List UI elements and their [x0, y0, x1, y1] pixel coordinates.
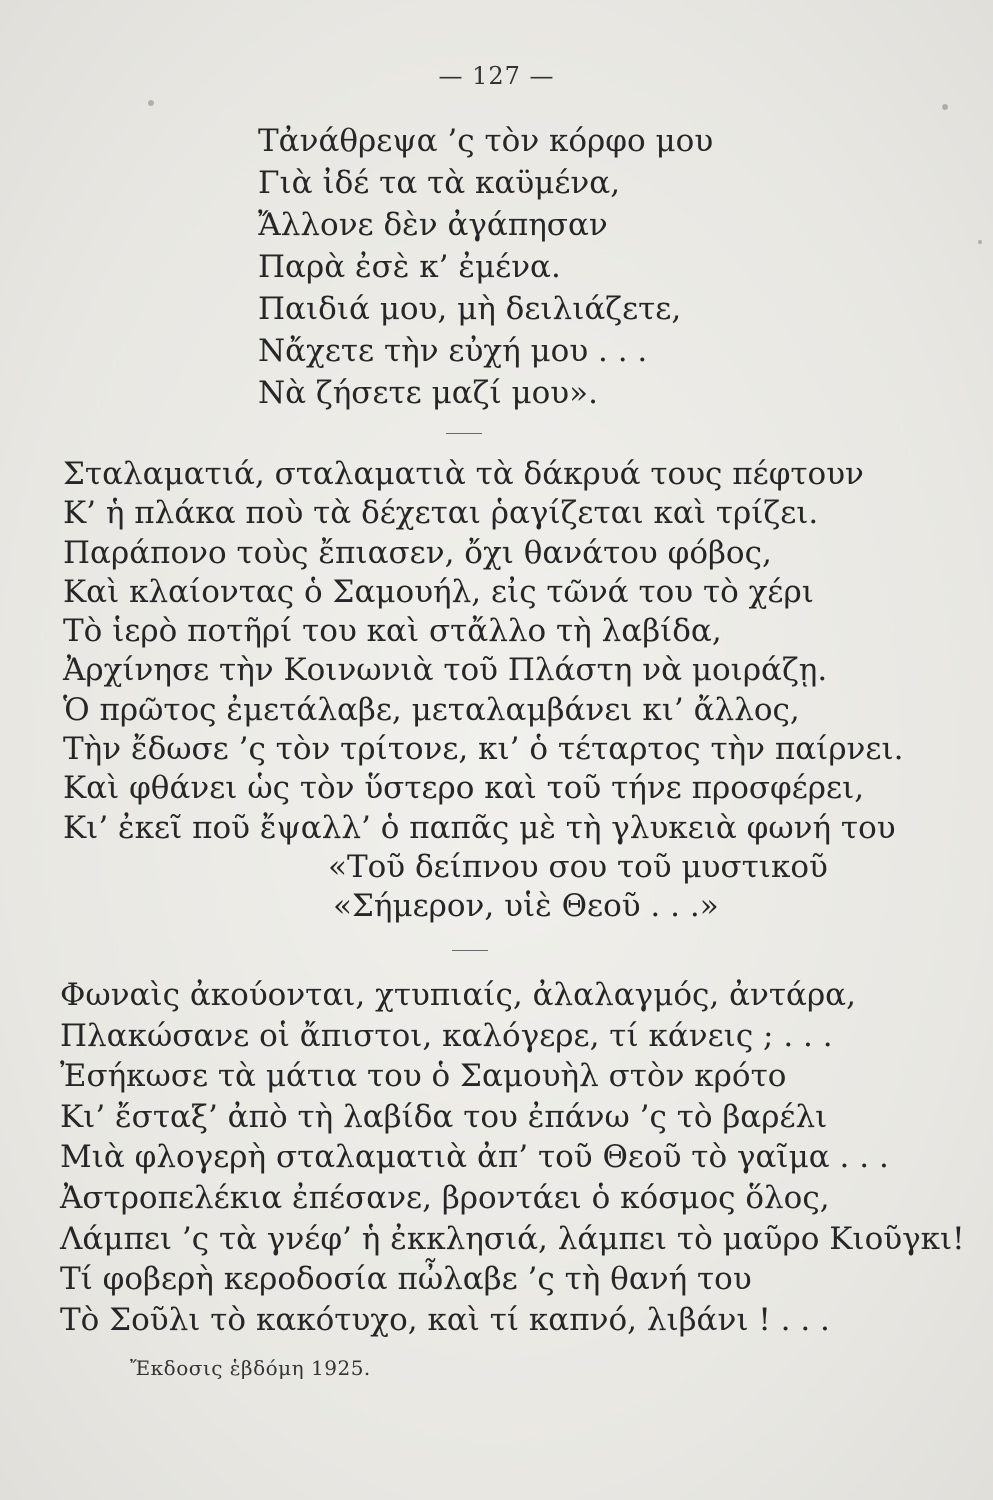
verse-line: Κι’ ἔσταξ’ ἀπὸ τὴ λαβίδα του ἐπάνω ’ς τὸ βαρέλι [60, 1098, 828, 1135]
verse-line: Νὰ ζήσετε μαζί μου». [258, 375, 598, 411]
ink-speck [978, 240, 982, 244]
verse-line: Τὸ Σοῦλι τὸ κακότυχο, καὶ τί καπνό, λιβάνι ! . . . [60, 1301, 830, 1338]
verse-line: Λάμπει ’ς τὰ γνέφ’ ἡ ἐκκλησιά, λάμπει τὸ μαῦρο Κιοῦγκι! [60, 1220, 965, 1257]
verse-line: Ἐσήκωσε τὰ μάτια του ὁ Σαμουὴλ στὸν κρότο [60, 1058, 787, 1095]
verse-line: Κι’ ἐκεῖ ποῦ ἔψαλλ’ ὁ παπᾶς μὲ τὴ γλυκειὰ φωνή του [63, 809, 896, 846]
verse-line-refrain: «Τοῦ δείπνου σου τοῦ μυστικοῦ [328, 848, 828, 885]
page-number: — 127 — [438, 62, 555, 90]
verse-line: Κ’ ἡ πλάκα ποὺ τὰ δέχεται ῥαγίζεται καὶ τρίζει. [63, 495, 819, 532]
verse-line: Ἀστροπελέκια ἐπέσανε, βροντάει ὁ κόσμος ὅλος, [60, 1179, 830, 1216]
verse-line: Ἄλλονε δὲν ἀγάπησαν [258, 207, 608, 243]
stanza-divider [446, 433, 482, 434]
verse-line: Τὴν ἔδωσε ’ς τὸν τρίτονε, κι’ ὁ τέταρτος τὴν παίρνει. [63, 731, 904, 768]
stanza-1 [258, 120, 713, 414]
verse-line: Παιδιά μου, μὴ δειλιάζετε, [258, 291, 682, 327]
verse-line: Γιὰ ἰδέ τα τὰ καϋμένα, [258, 165, 621, 201]
stanza-3 [60, 975, 965, 1340]
ink-speck [942, 104, 948, 110]
verse-line: Τἀνάθρεψα ’ς τὸν κόρφο μου [258, 123, 714, 159]
verse-line-refrain: «Σήμερον, υἱὲ Θεοῦ . . .» [333, 888, 719, 925]
verse-line: Παράπονο τοὺς ἔπιασεν, ὄχι θανάτου φόβος, [63, 534, 772, 571]
verse-line: Ὁ πρῶτος ἐμετάλαβε, μεταλαμβάνει κι’ ἄλλος, [63, 691, 800, 728]
verse-line: Μιὰ φλογερὴ σταλαματιὰ ἀπ’ τοῦ Θεοῦ τὸ γαῖμα . . . [60, 1139, 889, 1176]
verse-line: Καὶ φθάνει ὡς τὸν ὕστερο καὶ τοῦ τήνε προσφέρει, [63, 770, 865, 807]
verse-line: Πλακώσανε οἱ ἄπιστοι, καλόγερε, τί κάνεις ; . . . [60, 1017, 833, 1054]
verse-line: Καὶ κλαίοντας ὁ Σαμουήλ, εἰς τῶνά του τὸ χέρι [63, 573, 814, 610]
stanza-2 [63, 455, 903, 927]
verse-line: Σταλαματιά, σταλαματιὰ τὰ δάκρυά τους πέφτουν [63, 456, 864, 492]
verse-line: Ἀρχίνησε τὴν Κοινωνιὰ τοῦ Πλάστη νὰ μοιράζῃ. [63, 652, 828, 689]
verse-line: Τὸ ἱερὸ ποτῆρί του καὶ στἄλλο τὴ λαβίδα, [63, 613, 722, 650]
verse-line: Φωναὶς ἀκούονται, χτυπιαίς, ἀλαλαγμός, ἀντάρα, [60, 977, 856, 1013]
verse-line: Παρὰ ἐσὲ κ’ ἐμένα. [258, 249, 561, 285]
edition-footnote: Ἔκδοσις ἑβδόμη 1925. [130, 1356, 371, 1380]
stanza-divider [452, 950, 488, 951]
verse-line: Τί φοβερὴ κεροδοσία πὦλαβε ’ς τὴ θανή του [60, 1261, 752, 1298]
ink-speck [148, 100, 154, 106]
verse-line: Νἄχετε τὴν εὐχή μου . . . [258, 333, 648, 369]
